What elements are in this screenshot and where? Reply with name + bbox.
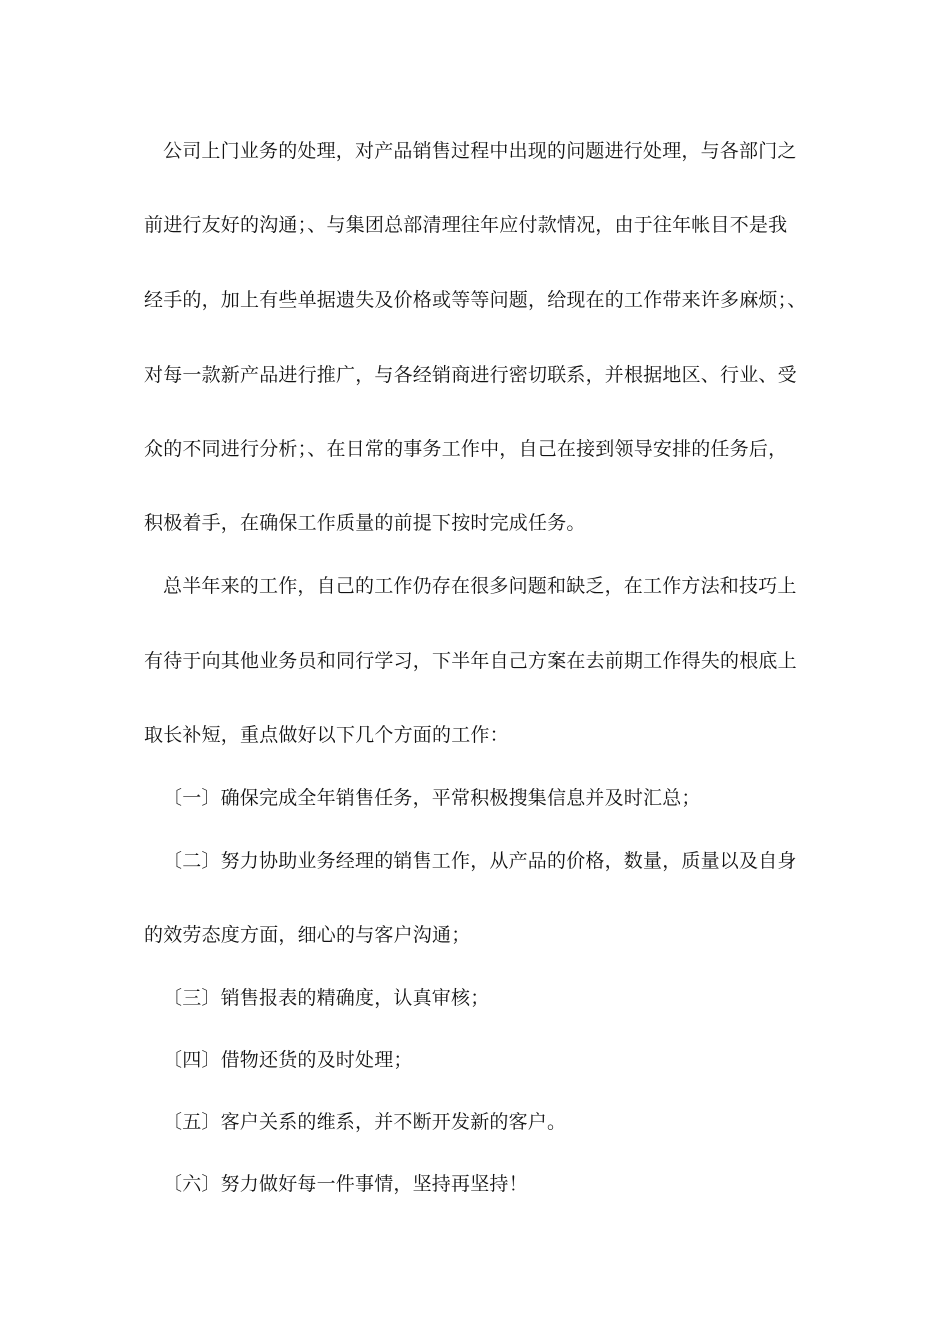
- paragraph-2-line-3: 取长补短，重点做好以下几个方面的工作：: [144, 724, 509, 746]
- list-item-6: 〔六〕努力做好每一件事情，坚持再坚持！: [163, 1173, 528, 1195]
- list-item-2-line-1: 〔二〕努力协助业务经理的销售工作，从产品的价格，数量，质量以及自身: [163, 850, 797, 872]
- list-item-5: 〔五〕客户关系的维系，并不断开发新的客户。: [163, 1111, 567, 1133]
- list-item-3: 〔三〕销售报表的精确度，认真审核；: [163, 987, 490, 1009]
- paragraph-1-line-4: 对每一款新产品进行推广，与各经销商进行密切联系，并根据地区、行业、受: [144, 364, 797, 386]
- paragraph-1-line-6: 积极着手，在确保工作质量的前提下按时完成任务。: [144, 512, 586, 534]
- list-item-4: 〔四〕借物还货的及时处理；: [163, 1049, 413, 1071]
- paragraph-2-line-1: 总半年来的工作，自己的工作仍存在很多问题和缺乏，在工作方法和技巧上: [163, 575, 797, 597]
- paragraph-1-line-5: 众的不同进行分析；、在日常的事务工作中，自己在接到领导安排的任务后，: [144, 438, 788, 460]
- paragraph-1-line-2: 前进行友好的沟通；、与集团总部清理往年应付款情况，由于往年帐目不是我: [144, 214, 788, 236]
- paragraph-1-line-3: 经手的，加上有些单据遗失及价格或等等问题，给现在的工作带来许多麻烦；、: [144, 289, 807, 311]
- list-item-1: 〔一〕确保完成全年销售任务，平常积极搜集信息并及时汇总；: [163, 787, 701, 809]
- paragraph-1-line-1: 公司上门业务的处理，对产品销售过程中出现的问题进行处理，与各部门之: [163, 140, 797, 162]
- paragraph-2-line-2: 有待于向其他业务员和同行学习，下半年自己方案在去前期工作得失的根底上: [144, 650, 797, 672]
- list-item-2-line-2: 的效劳态度方面，细心的与客户沟通；: [144, 924, 471, 946]
